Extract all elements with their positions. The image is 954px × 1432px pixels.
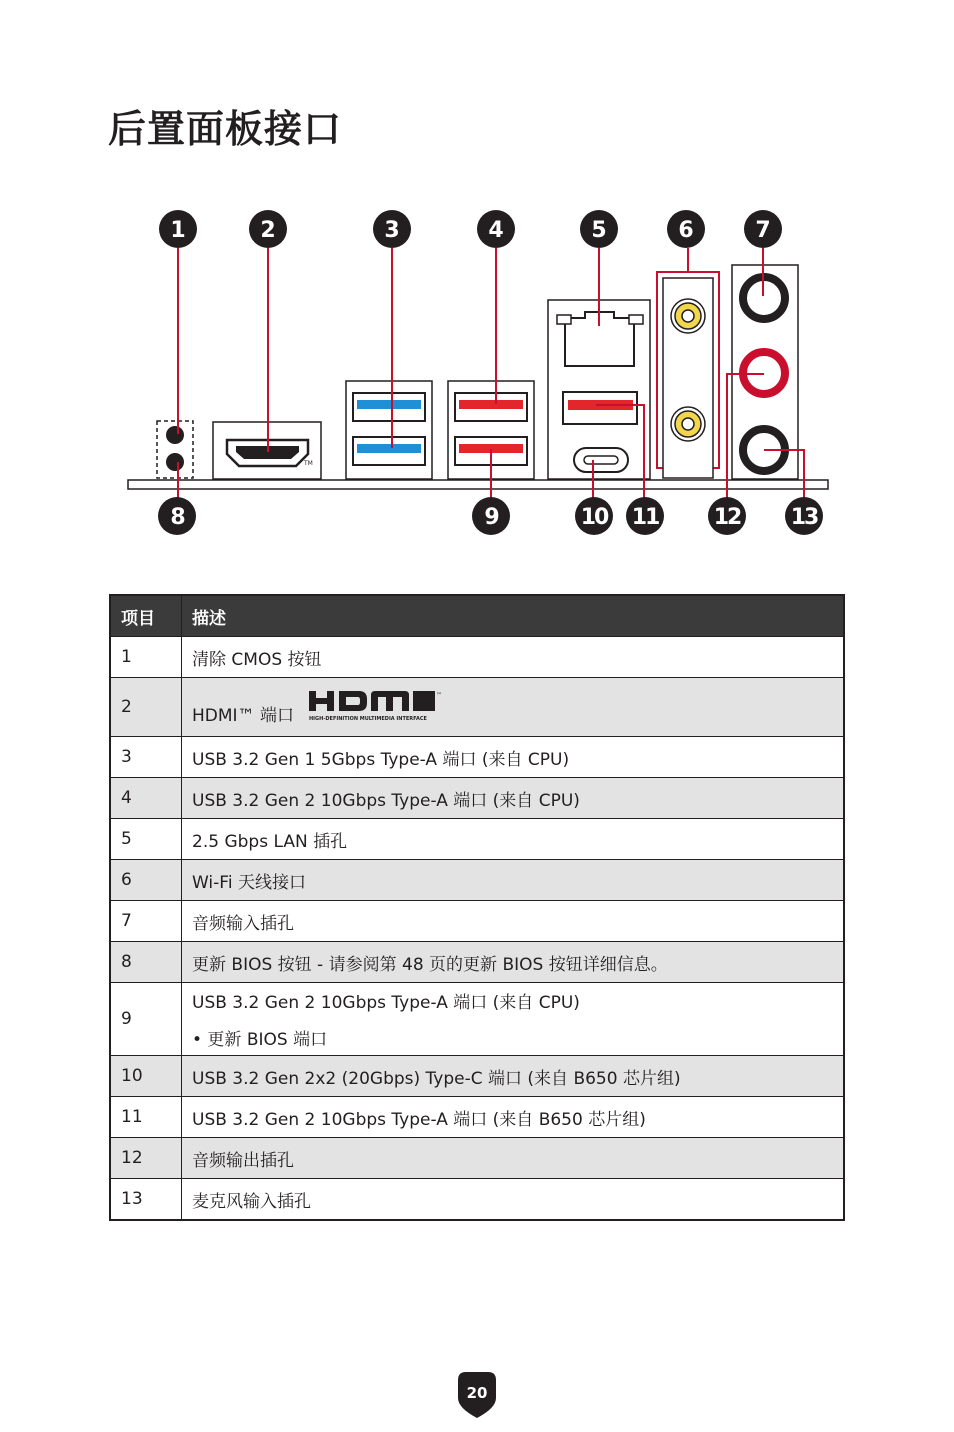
table-row bbox=[110, 860, 844, 901]
callout-7 bbox=[744, 210, 782, 248]
io-base-rail bbox=[128, 480, 828, 489]
row-desc-bullet: • 更新 BIOS 端口 bbox=[192, 1030, 328, 1050]
row-desc: HDMI™ 端口 bbox=[192, 705, 294, 726]
table-row bbox=[110, 737, 844, 778]
callout-3 bbox=[373, 210, 411, 248]
rear-io-diagram bbox=[0, 200, 954, 560]
callouts-bottom bbox=[158, 497, 823, 535]
callout-12 bbox=[708, 497, 746, 535]
hdmi-logo-tm: ™ bbox=[436, 691, 443, 699]
audio-jack-block bbox=[732, 265, 798, 479]
callout-9 bbox=[472, 497, 510, 535]
callout-11 bbox=[626, 497, 664, 535]
callout-2 bbox=[249, 210, 287, 248]
table-row bbox=[110, 1138, 844, 1179]
table-row bbox=[110, 1179, 844, 1221]
svg-text:8: 8 bbox=[170, 505, 184, 530]
callouts-top bbox=[159, 210, 782, 248]
table-row bbox=[110, 778, 844, 819]
row-desc: USB 3.2 Gen 2x2 (20Gbps) Type-C 端口 (来自 B650 芯片组) bbox=[182, 1056, 845, 1097]
table-row bbox=[110, 1056, 844, 1097]
row-desc: 音频输出插孔 bbox=[182, 1138, 845, 1179]
table-header-row bbox=[110, 595, 844, 637]
svg-text:7: 7 bbox=[755, 218, 771, 243]
row-desc-cell bbox=[182, 983, 845, 1056]
wifi-antenna-bottom bbox=[671, 407, 705, 441]
row-item: 4 bbox=[110, 778, 182, 819]
callout-10 bbox=[575, 497, 613, 535]
table-row bbox=[110, 637, 844, 678]
wifi-antenna-top bbox=[671, 299, 705, 333]
svg-text:12: 12 bbox=[713, 505, 741, 530]
svg-text:5: 5 bbox=[591, 218, 607, 243]
row-item: 10 bbox=[110, 1056, 182, 1097]
callout-13 bbox=[785, 497, 823, 535]
row-desc: 麦克风输入插孔 bbox=[182, 1179, 845, 1221]
table-row bbox=[110, 983, 844, 1056]
table-row bbox=[110, 819, 844, 860]
callout-8 bbox=[158, 497, 196, 535]
page-title: 后置面板接口 bbox=[108, 107, 343, 151]
usb-5gbps-stack bbox=[346, 381, 432, 479]
table-row bbox=[110, 1097, 844, 1138]
callout-1 bbox=[159, 210, 197, 248]
svg-text:13: 13 bbox=[790, 505, 818, 530]
svg-text:1: 1 bbox=[170, 218, 186, 243]
hdmi-logo-tagline: HIGH-DEFINITION MULTIMEDIA INTERFACE bbox=[309, 715, 428, 722]
row-desc: USB 3.2 Gen 1 5Gbps Type-A 端口 (来自 CPU) bbox=[182, 737, 845, 778]
row-desc: USB 3.2 Gen 2 10Gbps Type-A 端口 (来自 B650 芯片组) bbox=[182, 1097, 845, 1138]
page-number: 20 bbox=[466, 1384, 488, 1402]
svg-text:2: 2 bbox=[260, 218, 276, 243]
cmos-bios-buttons bbox=[157, 421, 193, 478]
row-item: 7 bbox=[110, 901, 182, 942]
rear-io-table bbox=[109, 594, 845, 1221]
row-item: 11 bbox=[110, 1097, 182, 1138]
header-item: 项目 bbox=[110, 595, 182, 637]
row-item: 2 bbox=[110, 678, 182, 737]
row-desc: 2.5 Gbps LAN 插孔 bbox=[182, 819, 845, 860]
svg-text:6: 6 bbox=[678, 218, 694, 243]
row-item: 9 bbox=[110, 983, 182, 1056]
row-desc: 清除 CMOS 按钮 bbox=[182, 637, 845, 678]
clear-cmos-button bbox=[166, 426, 184, 444]
header-description: 描述 bbox=[182, 595, 845, 637]
table-row bbox=[110, 942, 844, 983]
row-desc: 更新 BIOS 按钮 - 请参阅第 48 页的更新 BIOS 按钮详细信息。 bbox=[182, 942, 845, 983]
row-desc: 音频输入插孔 bbox=[182, 901, 845, 942]
svg-text:4: 4 bbox=[488, 218, 504, 243]
hdmi-logo bbox=[307, 689, 453, 725]
callout-6 bbox=[667, 210, 705, 248]
hdmi-tm-mark: TM bbox=[304, 460, 313, 467]
callout-4 bbox=[477, 210, 515, 248]
row-item: 1 bbox=[110, 637, 182, 678]
row-desc: USB 3.2 Gen 2 10Gbps Type-A 端口 (来自 CPU) bbox=[192, 993, 580, 1013]
row-item: 3 bbox=[110, 737, 182, 778]
row-item: 13 bbox=[110, 1179, 182, 1221]
svg-text:9: 9 bbox=[484, 505, 498, 530]
row-desc-cell bbox=[182, 678, 845, 737]
table-row bbox=[110, 678, 844, 737]
svg-text:10: 10 bbox=[580, 505, 608, 530]
table-row bbox=[110, 901, 844, 942]
svg-text:3: 3 bbox=[384, 218, 400, 243]
callout-5 bbox=[580, 210, 618, 248]
row-item: 8 bbox=[110, 942, 182, 983]
row-desc: Wi-Fi 天线接口 bbox=[182, 860, 845, 901]
lan-usb-typec-block bbox=[548, 300, 650, 479]
svg-text:11: 11 bbox=[631, 505, 659, 530]
row-item: 12 bbox=[110, 1138, 182, 1179]
wifi-antenna-block bbox=[657, 272, 719, 478]
row-item: 6 bbox=[110, 860, 182, 901]
bios-flash-button bbox=[166, 453, 184, 471]
row-item: 5 bbox=[110, 819, 182, 860]
row-desc: USB 3.2 Gen 2 10Gbps Type-A 端口 (来自 CPU) bbox=[182, 778, 845, 819]
